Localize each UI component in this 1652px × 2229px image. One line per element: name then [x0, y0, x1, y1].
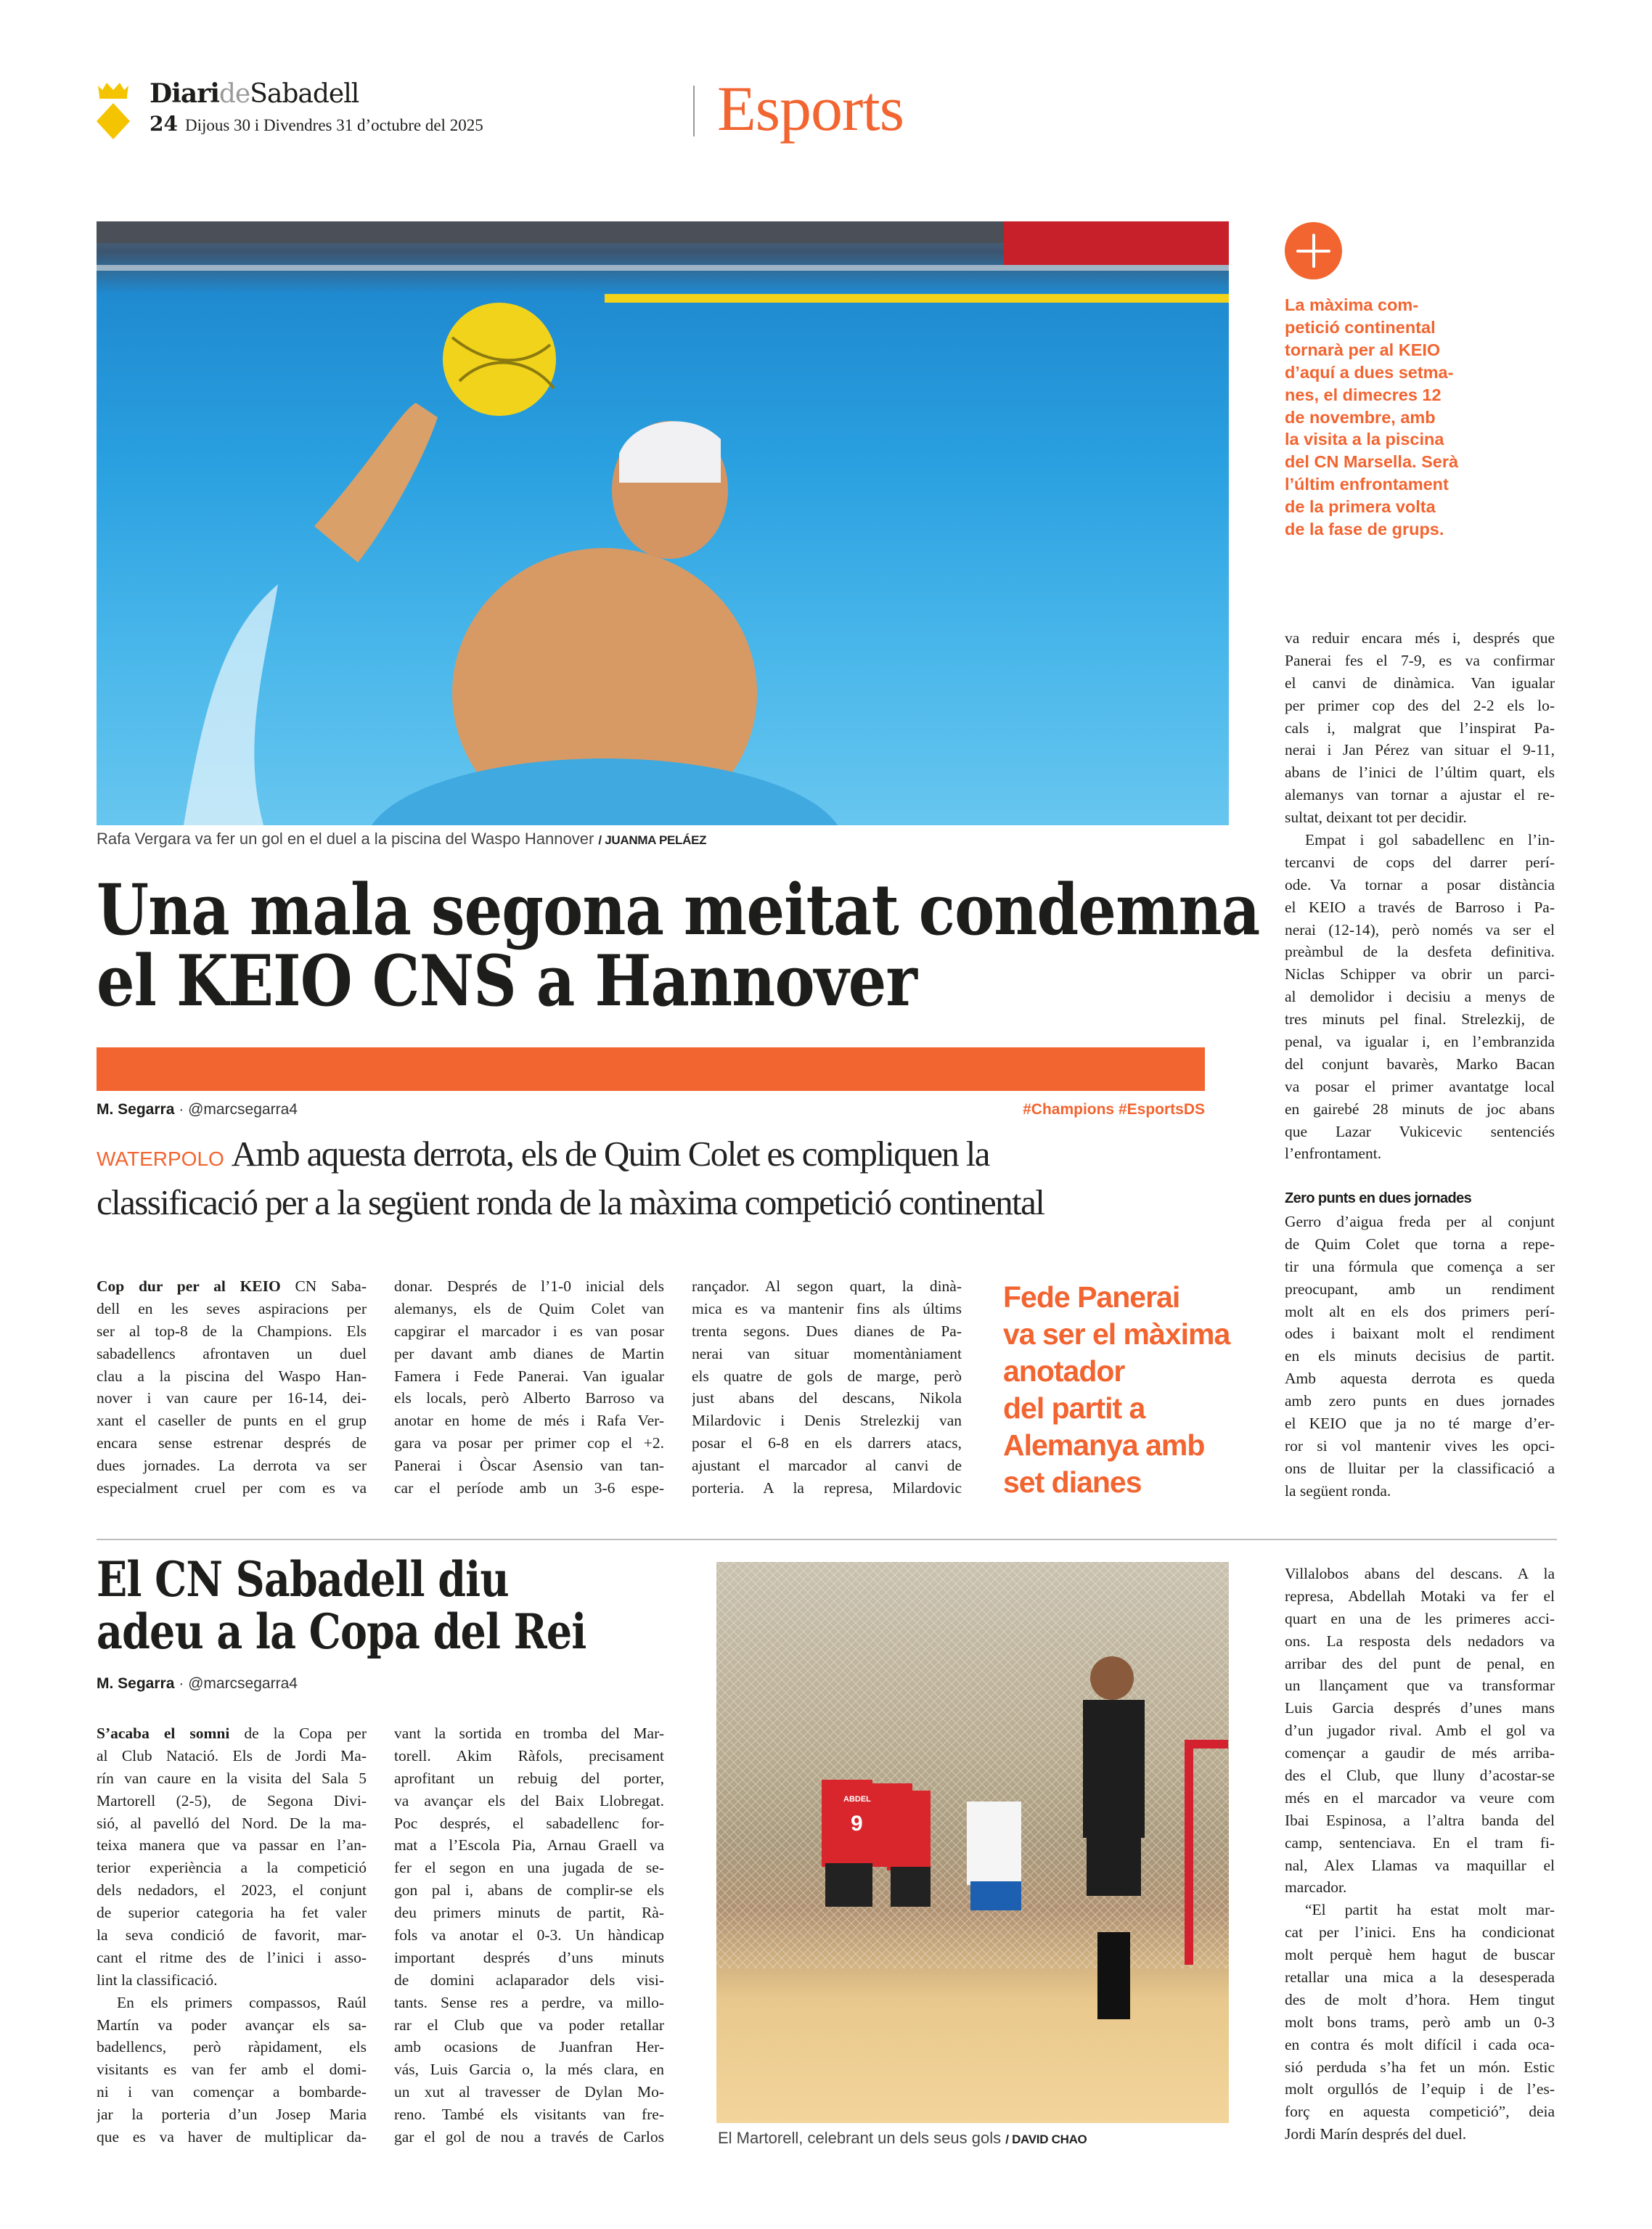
byline-separator: ·: [179, 1675, 184, 1692]
photo-caption: [718, 2129, 1087, 2148]
photo-caption: [97, 830, 706, 848]
byline: [97, 1101, 298, 1118]
subheading: Zero punts en dues jornades: [1285, 1190, 1472, 1206]
text-line: donar. Després de l’1-0 inicial dels: [394, 1277, 664, 1295]
text-line: Cop dur per al KEIO CN Saba-: [97, 1277, 367, 1295]
text-line: la seva condició de favorit, mar-: [97, 1926, 367, 1944]
headline-line: El CN Sabadell diu: [97, 1551, 509, 1608]
text-line: quart en una de les primeres acci-: [1285, 1609, 1555, 1627]
text-line: nal, Alex Llamas va maquillar el: [1285, 1856, 1555, 1874]
text-line: molt alt en els dos primers perí-: [1285, 1302, 1555, 1320]
dateline: [150, 112, 483, 136]
pull-quote: [1003, 1279, 1230, 1501]
caption-text: Rafa Vergara va fer un gol en el duel a la piscina del Waspo Hannover: [97, 830, 594, 848]
pull-quote-line: del partit a: [1003, 1391, 1145, 1425]
text-line: retallar una mica a la desesperada: [1285, 1968, 1555, 1987]
text-line: nover i van caure per 16-14, dei-: [97, 1389, 367, 1407]
text-line: ror si vol mantenir vives les opci-: [1285, 1436, 1555, 1455]
text-line: cat per l’inici. Ens ha condicionat: [1285, 1923, 1555, 1942]
text-line: gon pal i, abans de complir-se els: [394, 1881, 664, 1899]
text-line: de superior categoria ha fet valer: [97, 1904, 367, 1922]
text-line: Luis Garcia després d’unes mans: [1285, 1699, 1555, 1717]
text-line: deu primers minuts de partit, Rà-: [394, 1904, 664, 1922]
jersey-name: ABDEL: [843, 1795, 871, 1804]
text-line: Ibai Espinosa, a l’altra banda del: [1285, 1811, 1555, 1829]
text-line: nerai van situar momentàniament: [692, 1344, 962, 1362]
byline-separator: ·: [179, 1101, 184, 1118]
crown-logo-icon: [97, 81, 130, 99]
text-line: fols va anotar el 0-3. Un hàndicap: [394, 1926, 664, 1944]
note-line: petició continental: [1285, 317, 1436, 337]
text-line: Jordi Marín després del duel.: [1285, 2125, 1467, 2143]
kicker: WATERPOLO: [97, 1148, 224, 1170]
text-line: cant el ritme des de l’inici i asso-: [97, 1948, 367, 1966]
text-line: anotar en home de més i Rafa Ver-: [394, 1412, 664, 1430]
text-line: molt perquè hem hagut de buscar: [1285, 1946, 1555, 1964]
note-line: La màxima com-: [1285, 295, 1419, 314]
second-headline: [97, 1553, 586, 1658]
text-line: dels nedadors, el 2023, el conjunt: [97, 1881, 367, 1899]
futsal-photo: [716, 1562, 1229, 2123]
article1-column-3: [692, 1275, 962, 1500]
text-line: el KEIO a través de Barroso i Pa-: [1285, 898, 1555, 916]
article1-column-5: [1285, 1186, 1555, 1502]
text-line: molt orgullós de l’equip i de l’es-: [1285, 2080, 1555, 2098]
section-title: Esports: [717, 74, 904, 144]
text-line: badellencs, però ràpidament, els: [97, 2038, 367, 2056]
text-line: Panerai fes el 7-9, es va confirmar: [1285, 651, 1555, 669]
page-number: 24: [150, 112, 178, 136]
text-line: visitants es van fer amb el domi-: [97, 2061, 367, 2079]
subhead-line: [97, 1132, 1044, 1181]
text-line: els quatre de gols de marge, però: [692, 1367, 962, 1385]
header-divider: [693, 86, 695, 136]
text-line: rançador. Al segon quart, la dinà-: [692, 1277, 962, 1295]
headline-line: adeu a la Copa del Rei: [97, 1603, 586, 1660]
text-line: tercanvi de cops del darrer perí-: [1285, 853, 1555, 871]
text-line: el canvi de dinàmica. Van igualar: [1285, 674, 1555, 692]
byline: [97, 1675, 298, 1693]
text-line: car el període amb un 3-6 espe-: [394, 1479, 664, 1497]
note-line: tornarà per al KEIO: [1285, 340, 1441, 359]
note-line: la visita a la piscina: [1285, 430, 1444, 449]
text-line: molt bons trams, però amb un 0-3: [1285, 2013, 1555, 2031]
text-line: nerai (12-14), però només va ser el: [1285, 920, 1555, 938]
text-line: Poc després, el sabadellenc for-: [394, 1814, 664, 1832]
subheadline: [97, 1132, 1044, 1224]
text-line: en contra és molt difícil i cada oca-: [1285, 2035, 1555, 2053]
text-line: camp, sentenciava. En el tram fi-: [1285, 1833, 1555, 1852]
text-line: començar a gaudir de més arriba-: [1285, 1744, 1555, 1762]
text-line: al demolidor i decisiu a menys de: [1285, 988, 1555, 1006]
text-line: la següent ronda.: [1285, 1481, 1391, 1500]
text-line: ajustant el marcador al canvi de: [692, 1457, 962, 1475]
text-line: que es va haver de multiplicar da-: [97, 2128, 367, 2146]
text-line: “El partit ha estat molt mar-: [1305, 1901, 1555, 1919]
text-line: sió, al pavelló del Nord. De la ma-: [97, 1814, 367, 1832]
jersey-number: 9: [851, 1812, 863, 1836]
issue-date: Dijous 30 i Divendres 31 d’octubre del 2025: [184, 116, 483, 134]
text-line: ons de lluitar per la classificació a: [1285, 1459, 1555, 1477]
waterpolo-photo: [97, 221, 1229, 825]
text-line: jar la porteria d’un Josep Maria: [97, 2106, 367, 2124]
photo-credit: / JUANMA PELÁEZ: [598, 833, 707, 847]
note-line: de novembre, amb: [1285, 407, 1436, 427]
text-line: Milardovic i Denis Strelezkij van: [692, 1412, 962, 1430]
text-line: des de molt d’hora. Hem tingut: [1285, 1990, 1555, 2008]
text-line: ni i van començar a bombarde-: [97, 2083, 367, 2101]
text-line: En els primers compassos, Raúl: [117, 1993, 367, 2011]
accent-bar: [97, 1047, 1205, 1091]
text-line: ons. La resposta dels nedadors va: [1285, 1632, 1555, 1650]
text-line: alemanys van tornar a ajustar el re-: [1285, 786, 1555, 804]
text-line: torell. Akim Ràfols, precisament: [394, 1746, 664, 1764]
pull-quote-line: Alemanya amb: [1003, 1428, 1205, 1462]
text-line: vant la sortida en tromba del Mar-: [394, 1725, 664, 1742]
article2-column-3: [1285, 1563, 1555, 2146]
text-line: amb ocasions de Juanfran Her-: [394, 2038, 664, 2056]
photo-credit: / DAVID CHAO: [1005, 2132, 1087, 2146]
plus-icon: [1285, 222, 1342, 279]
pull-quote-line: Fede Panerai: [1003, 1280, 1180, 1314]
lead-in: Cop dur per al KEIO: [97, 1277, 281, 1295]
text-line: fer el segon en una jugada de se-: [394, 1859, 664, 1877]
text-line: dell en les seves aspiracions per: [97, 1299, 367, 1317]
text-line: represa, Abdellah Motaki va fer el: [1285, 1587, 1555, 1605]
text-line: un llançament que va transformar: [1285, 1677, 1555, 1695]
masthead: [150, 78, 359, 109]
text-line: sabadellencs afrontaven un duel: [97, 1344, 367, 1362]
text-line: S’acaba el somni de la Copa per: [97, 1725, 367, 1742]
text-line: al Club Natació. Els de Jordi Ma-: [97, 1746, 367, 1764]
text-line: ode. Va tornar a posar distància: [1285, 875, 1555, 893]
brand-rest: Sabadell: [250, 79, 359, 109]
waterpolo-illustration: [97, 221, 1229, 825]
text-line: tir una fórmula que comença a ser: [1285, 1257, 1555, 1275]
headline-line: el KEIO CNS a Hannover: [97, 940, 917, 1022]
text-line: per primer cop des del 2-2 els lo-: [1285, 696, 1555, 714]
brand-bold: Diari: [150, 78, 219, 109]
article-divider: [97, 1539, 1557, 1540]
text-line: Gerro d’aigua freda per al conjunt: [1285, 1213, 1555, 1230]
text-line: gara va posar per primer cop el +2.: [394, 1434, 664, 1452]
lead-in: S’acaba el somni: [97, 1725, 230, 1742]
text-line: arribar des del punt de penal, en: [1285, 1654, 1555, 1672]
text-line: nerai i Jan Pérez van situar el 9-11,: [1285, 741, 1555, 759]
text-line: especialment cruel per com es va: [97, 1479, 367, 1497]
text-line: tants. Sense res a perdre, va millo-: [394, 1993, 664, 2011]
text-line: va reduir encara més i, després que: [1285, 629, 1555, 647]
text-line: gar el gol de nou a través de Carlos: [394, 2128, 664, 2146]
text-line: Amb aquesta derrota es queda: [1285, 1370, 1555, 1388]
text-line: rín van caure en la visita del Sala 5: [97, 1769, 367, 1787]
text-line: posar el 6-8 en els darrers atacs,: [692, 1434, 962, 1452]
caption-text: El Martorell, celebrant un dels seus gols: [718, 2129, 1002, 2147]
text-line: sultat, deixant tot per decidir.: [1285, 809, 1467, 827]
text-line: del conjunt bavarès, Marko Bacan: [1285, 1055, 1555, 1073]
text-line: lint la classificació.: [97, 1971, 218, 1989]
text-line: alemanys, els de Quim Colet van: [394, 1299, 664, 1317]
brand-de: de: [218, 79, 250, 109]
text-line: amb zero punts en dues jornades: [1285, 1392, 1555, 1410]
article1-column-4: [1285, 627, 1555, 1165]
futsal-illustration: [716, 1562, 1229, 2123]
diamond-logo-icon: [97, 103, 130, 139]
text-line: porteria. A la represa, Milardovic: [692, 1479, 962, 1497]
text-line: odes i baixant molt el rendiment: [1285, 1325, 1555, 1343]
text-line: forç en aquesta competició”, deia: [1285, 2103, 1555, 2121]
subhead-text: Amb aquesta derrota, els de Quim Colet es compliquen la: [231, 1134, 989, 1174]
text-line: de Quim Colet que torna a repe-: [1285, 1235, 1555, 1253]
text-line: vás, Luis Garcia o, la més clara, en: [394, 2061, 664, 2079]
text-line: terior experiència a la competició: [97, 1859, 367, 1877]
text-line: l’enfrontament.: [1285, 1145, 1382, 1163]
text-line: reno. També els visitants van fre-: [394, 2106, 664, 2124]
pull-quote-line: va ser el màxima: [1003, 1317, 1230, 1351]
text-line: penal, va igualar i, en l’embranzida: [1285, 1033, 1555, 1051]
note-line: de la primera volta: [1285, 497, 1436, 517]
text-line: encara sense estrenar després de: [97, 1434, 367, 1452]
note-line: nes, el dimecres 12: [1285, 385, 1442, 404]
text-line: mat a l’Escola Pia, Arnau Graell va: [394, 1836, 664, 1854]
text-line: que Lazar Vukicevic sentenciés: [1285, 1122, 1555, 1140]
note-line: del CN Marsella. Serà: [1285, 452, 1459, 472]
text-line: teixa manera que va passar en l’an-: [97, 1836, 367, 1854]
subhead-line: classificació per a la següent ronda de la màxima competició continental: [97, 1182, 1044, 1222]
text-line: rar el Club que va poder retallar: [394, 2016, 664, 2034]
text-line: clau a la piscina del Waspo Han-: [97, 1367, 367, 1385]
text-line: des el Club, que lluny d’acostar-se: [1285, 1767, 1555, 1785]
text-line: Martorell (2-5), de Segona Divi-: [97, 1791, 367, 1809]
text-line: Niclas Schipper va obrir un parci-: [1285, 965, 1555, 983]
subheading-body: [1285, 1211, 1555, 1502]
text-line: va avançar els del Baix Llobregat.: [394, 1791, 664, 1809]
main-headline: [97, 869, 1260, 1022]
text-line: just abans del descans, Nikola: [692, 1389, 962, 1407]
text-line: va posar el primer avantatge local: [1285, 1077, 1555, 1095]
article1-column-1: [97, 1275, 367, 1500]
text-line: preocupant, amb un rendiment: [1285, 1280, 1555, 1298]
article1-column-2: [394, 1275, 664, 1500]
text-line: d’un jugador rival. Amb el gol va: [1285, 1722, 1555, 1740]
article2-column-1: [97, 1722, 367, 2148]
text-line: Villalobos abans del descans. A la: [1285, 1565, 1555, 1582]
text-line: mica es va mantenir fins als últims: [692, 1299, 962, 1317]
headline-line: Una mala segona meitat condemna: [97, 869, 1260, 951]
note-line: de la fase de grups.: [1285, 520, 1444, 539]
hashtags[interactable]: #Champions #EsportsDS: [1023, 1101, 1205, 1118]
text-line: important després d’uns minuts: [394, 1948, 664, 1966]
text-line: Martín va poder avançar els sa-: [97, 2016, 367, 2034]
text-line: cals i, malgrat que l’inspirat Pa-: [1285, 719, 1555, 737]
author-name: M. Segarra: [97, 1101, 175, 1118]
sidebar-note: [1285, 294, 1458, 541]
text-line: sió perduda s’ha fet un món. Estic: [1285, 2058, 1555, 2076]
author-handle[interactable]: @marcsegarra4: [188, 1675, 298, 1692]
text-line: en gairebé 28 minuts de joc abans: [1285, 1100, 1555, 1118]
pull-quote-line: anotador: [1003, 1354, 1125, 1388]
text-line: Empat i gol sabadellenc en l’in-: [1305, 831, 1555, 849]
text-line: xant el caseller de punts en el grup: [97, 1412, 367, 1430]
text-line: trenta segons. Dues dianes de Pa-: [692, 1322, 962, 1340]
pull-quote-line: set dianes: [1003, 1465, 1142, 1499]
text-line: ser al top-8 de la Champions. Els: [97, 1322, 367, 1340]
text-line: els locals, però Alberto Barroso va: [394, 1389, 664, 1407]
text-line: un xut al travesser de Dylan Mo-: [394, 2083, 664, 2101]
author-handle[interactable]: @marcsegarra4: [188, 1101, 298, 1118]
text-line: Panerai i Òscar Asensio van tan-: [394, 1457, 664, 1475]
text-line: abans de l’inici de l’últim quart, els: [1285, 764, 1555, 782]
text-line: marcador.: [1285, 1878, 1347, 1897]
article2-column-2: [394, 1722, 664, 2148]
author-name: M. Segarra: [97, 1675, 175, 1692]
text-line: el KEIO que ja no té marge d’er-: [1285, 1415, 1555, 1433]
text-line: per davant amb dianes de Martin: [394, 1344, 664, 1362]
text-line: Famera i Fede Panerai. Van igualar: [394, 1367, 664, 1385]
text-line: preàmbul de la desfeta definitiva.: [1285, 943, 1555, 961]
text-line: de domini aclaparador dels visi-: [394, 1971, 664, 1989]
text-line: més en el marcador va veure com: [1285, 1788, 1555, 1807]
note-line: d’aquí a dues setma-: [1285, 362, 1454, 382]
text-line: tres minuts pel final. Strelezkij, de: [1285, 1010, 1555, 1028]
text-line: aprofitant un rebuig del porter,: [394, 1769, 664, 1787]
text-line: capgirar el marcador i es van posar: [394, 1322, 664, 1340]
text-line: dues jornades. La derrota va ser: [97, 1457, 367, 1475]
note-line: l’últim enfrontament: [1285, 475, 1449, 494]
text-line: en els minuts decisius de partit.: [1285, 1347, 1555, 1365]
